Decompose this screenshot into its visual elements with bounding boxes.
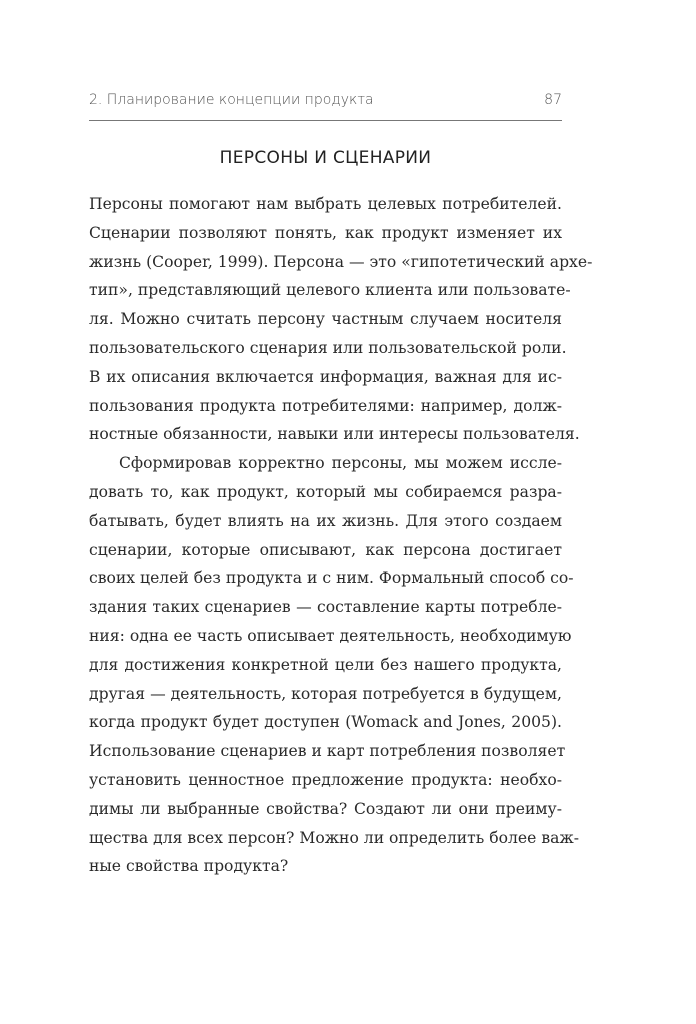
text-line: довать то, как продукт, который мы собираемся разра- bbox=[89, 482, 562, 501]
text-line: димы ли выбранные свойства? Создают ли они преиму- bbox=[89, 799, 562, 818]
text-line: батывать, будет влиять на их жизнь. Для этого создаем bbox=[89, 511, 562, 530]
text-line: В их описания включается информация, важная для ис- bbox=[89, 367, 562, 386]
text-line: установить ценностное предложение продукта: необхо- bbox=[89, 770, 562, 789]
text-line: Сценарии позволяют понять, как продукт изменяет их bbox=[89, 223, 562, 242]
text-line: другая — деятельность, которая потребуется в будущем, bbox=[89, 684, 562, 703]
body-text bbox=[89, 190, 593, 881]
text-line: здания таких сценариев — составление карты потребле- bbox=[89, 598, 562, 617]
text-line: жизнь (Cooper, 1999). Персона — это «гипотетический архе- bbox=[89, 252, 593, 271]
text-line: тип», представляющий целевого клиента или пользовате- bbox=[89, 281, 571, 300]
text-line: Использование сценариев и карт потребления позволяет bbox=[89, 742, 566, 761]
section-title: ПЕРСОНЫ И СЦЕНАРИИ bbox=[219, 148, 432, 168]
running-header bbox=[89, 92, 562, 108]
text-line: пользования продукта потребителями: например, долж- bbox=[89, 396, 562, 415]
text-line: своих целей без продукта и с ним. Формальный способ со- bbox=[89, 569, 574, 588]
text-line: Сформировав корректно персоны, мы можем иссле- bbox=[119, 454, 562, 473]
paragraph bbox=[89, 449, 580, 881]
text-line: для достижения конкретной цели без нашего продукта, bbox=[89, 655, 562, 674]
chapter-title: 2. Планирование концепции продукта bbox=[89, 92, 374, 108]
text-line: ные свойства продукта? bbox=[89, 857, 289, 876]
paragraph bbox=[89, 190, 593, 449]
text-line: Персоны помогают нам выбрать целевых потребителей. bbox=[89, 195, 562, 213]
page-number: 87 bbox=[544, 92, 562, 108]
text-line: сценарии, которые описывают, как персона достигает bbox=[89, 540, 562, 559]
header-rule bbox=[89, 120, 562, 121]
text-line: ния: одна ее часть описывает деятельность, необходимую bbox=[89, 626, 572, 645]
text-line: щества для всех персон? Можно ли определить более важ- bbox=[89, 828, 580, 847]
text-line: ностные обязанности, навыки или интересы пользователя. bbox=[89, 425, 580, 444]
text-line: когда продукт будет доступен (Womack and Jones, 2005). bbox=[89, 713, 562, 732]
text-line: пользовательского сценария или пользовательской роли. bbox=[89, 338, 567, 357]
text-line: ля. Можно считать персону частным случаем носителя bbox=[89, 310, 562, 329]
